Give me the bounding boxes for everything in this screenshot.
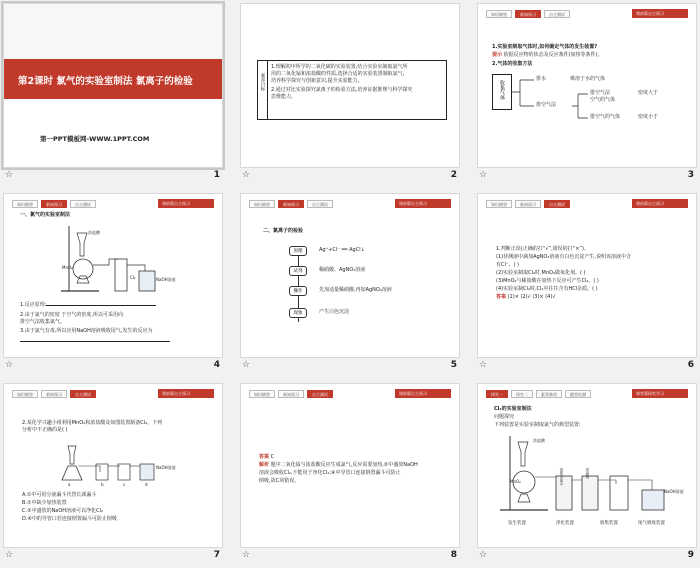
goal-line: 培养科学探究与创新意识,提升实验能力。	[271, 78, 363, 84]
slide-6-foot	[477, 360, 697, 372]
slide-1-foot	[3, 170, 223, 182]
slide-thumbnail-5[interactable]	[240, 193, 460, 373]
slide-number: 3	[687, 170, 694, 180]
slide-number: 1	[213, 170, 220, 180]
section-banner: 课堂篇探究学习	[632, 389, 688, 398]
tab-preview: 新知预习	[41, 200, 67, 208]
answer-line	[496, 294, 555, 301]
slide-1-title: 第2课时 氯气的实验室制法 氯离子的检验	[18, 76, 193, 87]
tab-selftest: 自主测试	[70, 200, 96, 208]
point-1	[20, 302, 156, 309]
exercise-line: (3)MnO₂与稀盐酸在加热下反应可产生Cl₂。( )	[496, 278, 599, 284]
flow-text: 稀硝酸、AgNO₃溶液	[319, 267, 366, 273]
tab-preview: 新知预习	[41, 390, 67, 398]
slide-2	[240, 3, 460, 168]
answer-label: 答案	[496, 294, 507, 300]
tree-up2: 空气的气体	[590, 97, 616, 103]
slide-number: 6	[687, 360, 694, 370]
answer-text: (1)× (2)√ (3)× (4)√	[507, 294, 556, 300]
label-mno2: MnO₂	[62, 265, 73, 270]
slide-thumbnail-7[interactable]	[3, 383, 223, 563]
label-a: a	[68, 482, 71, 487]
question-1: 1.实验室制取气体时,如何确定气体的发生装置?	[492, 44, 598, 50]
tab-selftest: 自主测试	[544, 10, 570, 18]
option-c: C.②中盛放的NaOH溶液可以净化Cl₂	[22, 508, 103, 514]
slide-tabs	[486, 10, 570, 18]
exercise-line: (1)待测液中滴加AgNO₃溶液有白色沉淀产生,说明该溶液中含	[496, 254, 631, 260]
label-naoh: NaOH溶液	[664, 489, 684, 494]
goal-line: 1.理解初中所学的二氧化碳的实验装置,结合实验室制取氯气所	[271, 64, 408, 70]
goal-line: 思维能力。	[271, 94, 297, 100]
point-2: 2.由于氯气的密度 于空气的密度,所以可采用向	[20, 312, 123, 318]
slide-9-desc: 下列装置是实验室制取氯气的典型装置:	[494, 422, 581, 428]
slide-number: 5	[450, 360, 457, 370]
bottle-label-brine: 饱和食盐水	[560, 468, 564, 486]
slide-9-title: Cl₂的实验室制法	[494, 406, 532, 412]
hint-text: 依据反应物的状态及反应条件(加热等条件)。	[503, 52, 603, 58]
slide-thumbnail-2[interactable]	[240, 3, 460, 183]
tab-preview: 新知预习	[278, 390, 304, 398]
flow-box: 原理	[289, 246, 307, 256]
point-1-text: 1.反应原理:	[20, 302, 47, 308]
answer-value: C	[270, 454, 275, 460]
slide-5-foot	[240, 360, 460, 372]
star-icon[interactable]: ☆	[242, 360, 251, 370]
flow-box: 操作	[289, 286, 307, 296]
tab-selftest: 自主测试	[307, 200, 333, 208]
tree-up: 排空气法	[590, 90, 611, 96]
explanation-line: 倒吸,故C项错误。	[259, 478, 300, 484]
slide-9-sub: 问题探究	[494, 414, 515, 420]
tree-connectors	[512, 74, 632, 134]
blank-line	[20, 341, 170, 342]
tab-preview: 新知预习	[515, 10, 541, 18]
tree-root: 收集气体	[492, 74, 512, 110]
slide-6	[477, 193, 697, 358]
star-icon[interactable]: ☆	[479, 550, 488, 560]
answer-label: 答案	[259, 454, 270, 460]
slide-thumbnail-6[interactable]	[477, 193, 697, 373]
slide-thumbnail-3[interactable]	[477, 3, 697, 183]
apparatus-diagram	[54, 436, 184, 486]
stage-label-absorb: 尾气吸收装置	[638, 521, 665, 526]
tab-preview: 新知预习	[515, 200, 541, 208]
explanation-label: 解析	[259, 462, 270, 468]
goals-box	[257, 60, 447, 120]
label-acid: 浓盐酸	[88, 230, 100, 235]
apparatus-diagram	[59, 221, 169, 296]
slide-5	[240, 193, 460, 358]
option-a: A.①中可用分液漏斗代替长颈漏斗	[22, 492, 97, 498]
label-naoh: NaOH溶液	[156, 277, 176, 282]
tab-knowledge: 知识铺垫	[486, 10, 512, 18]
slide-thumbnail-8[interactable]	[240, 383, 460, 563]
star-icon[interactable]: ☆	[242, 550, 251, 560]
tab-selftest: 自主测试	[70, 390, 96, 398]
section-banner: 课前篇自主预习	[395, 389, 451, 398]
hint-label: 提示	[492, 52, 503, 58]
option-b: B.①中缺少加热装置	[22, 500, 67, 506]
section-heading: 二、氯离子的检验	[263, 228, 304, 234]
tab-explore-1: 探究一	[486, 390, 508, 398]
slide-4	[3, 193, 223, 358]
slide-1	[3, 3, 223, 168]
slide-1-top-band	[4, 4, 223, 59]
section-heading: 一、氯气的实验室制法	[20, 212, 71, 218]
slide-tabs	[12, 200, 96, 208]
slide-2-foot	[240, 170, 460, 182]
label-b: b	[101, 482, 104, 487]
tree-branch-water: 排水	[536, 76, 547, 82]
exercise-line: (2)实验室制取Cl₂时,MnO₂做氧化剂。( )	[496, 270, 586, 276]
hint-line	[492, 52, 603, 59]
star-icon[interactable]: ☆	[242, 170, 251, 180]
question-line: 分析中不正确的是( )	[22, 427, 68, 433]
slide-4-foot	[3, 360, 223, 372]
explanation-line: 溶液会吸收Cl₂,不能用于净化Cl₂;④中导管口连接倒置漏斗可防止	[259, 470, 401, 476]
question-line: 2.某化学兴趣小组利用MnO₂和浓盐酸及如图装置制备Cl₂。下列	[22, 420, 163, 426]
answer-line	[259, 454, 274, 461]
slide-tabs	[249, 200, 333, 208]
slide-3-foot	[477, 170, 697, 182]
tree-branch-air: 排空气法	[536, 102, 557, 108]
tree-down-note: 密度小于	[638, 114, 659, 120]
slide-tabs	[486, 200, 570, 208]
stage-label-purify: 净化装置	[556, 521, 574, 526]
bottle-label-acid: 浓硫酸	[586, 468, 590, 479]
flow-text: 先加适量稀硝酸,再加AgNO₃溶液	[319, 287, 392, 293]
section-banner: 课前篇自主预习	[632, 9, 688, 18]
slide-number: 9	[687, 550, 694, 560]
slide-number: 4	[213, 360, 220, 370]
goal-line: 用的二氧化锰和浓盐酸的性质,选择合适的实验装置制取氯气,	[271, 71, 405, 77]
tab-preview: 新知预习	[278, 200, 304, 208]
explanation-text: 题中二氧化锰与浓盐酸反应生成氯气,反应需要加热,②中盛放NaOH	[270, 462, 418, 468]
slide-8	[240, 383, 460, 548]
slide-1-footer: 第一PPT模板网-WWW.1PPT.COM	[40, 135, 150, 143]
slide-thumbnail-1[interactable]	[3, 3, 223, 183]
slide-thumbnail-9[interactable]	[477, 383, 697, 563]
star-icon[interactable]: ☆	[479, 170, 488, 180]
blank-line	[46, 305, 156, 306]
goal-line: 2.通过对比实验探究氯离子的检验方法,培养证据推理与科学探究	[271, 87, 413, 93]
question-2: 2.气体的收集方法	[492, 61, 533, 67]
point-3: 3.由于氯气有毒,所以应用NaOH溶液吸收尾气,发生的反应为	[20, 328, 153, 334]
slide-number: 8	[450, 550, 457, 560]
slide-tabs	[486, 390, 591, 398]
label-d: d	[145, 482, 148, 487]
tab-knowledge: 知识铺垫	[12, 390, 38, 398]
section-banner: 课前篇自主预习	[158, 199, 214, 208]
flow-text: Ag⁺+Cl⁻ ══ AgCl↓	[319, 247, 365, 253]
slide-3	[477, 3, 697, 168]
slide-8-foot	[240, 550, 460, 562]
explanation-line	[259, 462, 418, 469]
label-mno2: MnO₂	[510, 479, 521, 484]
tree-up-note: 密度大于	[638, 90, 659, 96]
section-banner: 课前篇自主预习	[632, 199, 688, 208]
title-banner	[4, 59, 223, 99]
star-icon[interactable]: ☆	[5, 170, 14, 180]
label-naoh: NaOH溶液	[156, 465, 176, 470]
slide-number: 2	[450, 170, 457, 180]
exercise-line: (4)实验室制Cl₂时,Cl₂中往往含有HCl杂质。( )	[496, 286, 598, 292]
label-c: c	[123, 482, 126, 487]
stage-label-collect: 收集装置	[600, 521, 618, 526]
flow-box: 现象	[289, 308, 307, 318]
tab-explore-2: 探究二	[511, 390, 533, 398]
flow-box: 试剂	[289, 266, 307, 276]
goals-side-label: 素养目标	[258, 61, 268, 119]
exercise-line: 有Cl⁻。( )	[496, 262, 520, 268]
tab-knowledge: 知识铺垫	[12, 200, 38, 208]
exercise-line: 1.判断正误(正确的打“√”,错误的打“×”)。	[496, 246, 589, 252]
tree-down: 排空气的气体	[590, 114, 621, 120]
tab-selftest: 自主测试	[307, 390, 333, 398]
option-d: D.④中的导管口若连接倒置漏斗可防止倒吸	[22, 516, 117, 522]
flow-text: 产生白色沉淀	[319, 309, 350, 315]
slide-tabs	[249, 390, 333, 398]
slide-9-foot	[477, 550, 697, 562]
tab-literacy: 素养脉络	[536, 390, 562, 398]
point-2b: 排空气法收集氯气。	[20, 319, 66, 325]
tab-knowledge: 知识铺垫	[249, 200, 275, 208]
tab-classtest: 随堂检测	[565, 390, 591, 398]
label-acid: 浓盐酸	[533, 438, 545, 443]
slide-7-foot	[3, 550, 223, 562]
section-banner: 课前篇自主预习	[158, 389, 214, 398]
slide-number: 7	[213, 550, 220, 560]
tab-knowledge: 知识铺垫	[486, 200, 512, 208]
slide-tabs	[12, 390, 96, 398]
tab-selftest: 自主测试	[544, 200, 570, 208]
star-icon[interactable]: ☆	[5, 550, 14, 560]
slide-7	[3, 383, 223, 548]
stage-label-generate: 发生装置	[508, 521, 526, 526]
slide-thumbnail-4[interactable]	[3, 193, 223, 373]
star-icon[interactable]: ☆	[5, 360, 14, 370]
slide-9	[477, 383, 697, 548]
tree-water-note: 难溶于水的气体	[570, 76, 606, 82]
tab-knowledge: 知识铺垫	[249, 390, 275, 398]
star-icon[interactable]: ☆	[479, 360, 488, 370]
label-cl2: Cl₂	[130, 275, 136, 280]
section-banner: 课前篇自主预习	[395, 199, 451, 208]
